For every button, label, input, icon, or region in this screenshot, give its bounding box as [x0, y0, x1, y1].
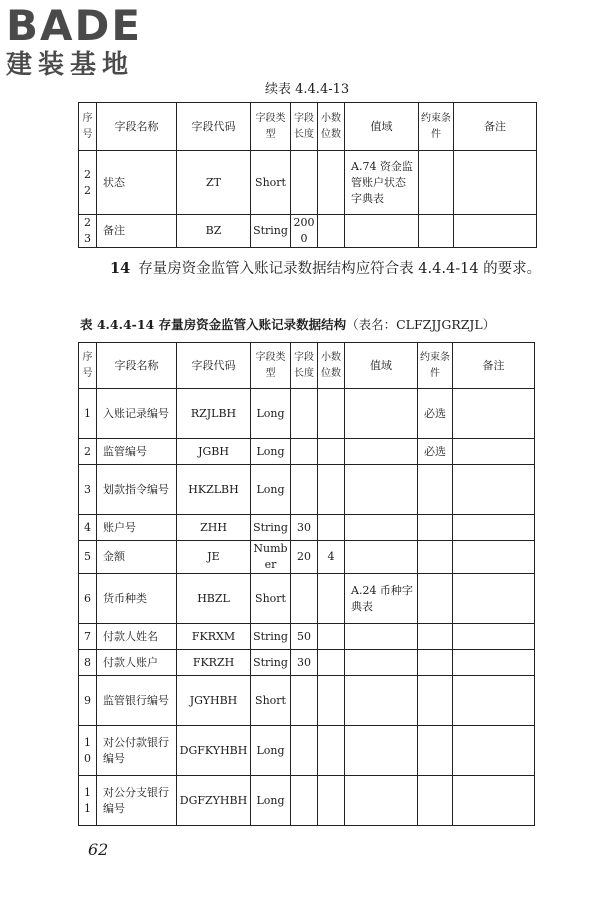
table-cell	[453, 541, 535, 574]
column-header: 小数位数	[318, 343, 345, 389]
column-header: 小数位数	[318, 103, 345, 151]
table-cell: 入账记录编号	[97, 389, 177, 439]
table-cell: 1	[79, 389, 97, 439]
table-cell	[318, 624, 345, 650]
table-cell: 付款人账户	[97, 650, 177, 676]
table-cell: 22	[79, 151, 97, 215]
table-cell: Long	[251, 776, 291, 826]
table-cell: 2	[79, 439, 97, 465]
table-cell	[345, 624, 418, 650]
table-cell	[345, 650, 418, 676]
table-4-4-4-14	[78, 342, 535, 826]
table-cell: 对公分支银行编号	[97, 776, 177, 826]
table-cell: Short	[251, 151, 291, 215]
table2-table-name: （表名：CLFZJJGRZJL）	[346, 317, 496, 332]
table-cell: 20	[291, 541, 318, 574]
table-cell: Short	[251, 574, 291, 624]
table-cell: Long	[251, 389, 291, 439]
table-cell	[453, 650, 535, 676]
table-cell	[318, 389, 345, 439]
table-row	[79, 676, 535, 726]
table-row	[79, 465, 535, 515]
table-cell	[291, 676, 318, 726]
table2-title: 表 4.4.4-14 存量房资金监管入账记录数据结构	[80, 317, 347, 332]
table-cell: ZHH	[177, 515, 251, 541]
table-cell	[453, 389, 535, 439]
brand-logo	[6, 1, 176, 80]
table-cell	[345, 215, 419, 248]
clause-text: 存量房资金监管入账记录数据结构应符合表 4.4.4-14 的要求。	[138, 261, 542, 277]
table-cell: A.74 资金监管账户状态字典表	[345, 151, 419, 215]
table-row	[79, 776, 535, 826]
table-cell	[345, 776, 418, 826]
table-cell: 监管银行编号	[97, 676, 177, 726]
table-cell: DGFKYHBH	[177, 726, 251, 776]
column-header: 字段长度	[291, 103, 318, 151]
table-cell	[291, 151, 318, 215]
table-4-4-4-13-continued	[78, 102, 537, 248]
table-row	[79, 215, 537, 248]
table-cell: JGYHBH	[177, 676, 251, 726]
table-cell: 50	[291, 624, 318, 650]
table-cell: 30	[291, 515, 318, 541]
table-cell	[453, 676, 535, 726]
column-header: 约束条件	[419, 103, 454, 151]
table-cell	[345, 541, 418, 574]
clause-14	[82, 255, 542, 283]
table-row	[79, 515, 535, 541]
table-cell	[419, 151, 454, 215]
header-row	[79, 343, 535, 389]
table-cell	[418, 726, 453, 776]
table-cell	[318, 650, 345, 676]
table-cell: 付款人姓名	[97, 624, 177, 650]
table-cell: String	[251, 215, 291, 248]
table-row	[79, 151, 537, 215]
table-cell: HKZLBH	[177, 465, 251, 515]
table-cell: 23	[79, 215, 97, 248]
table-cell	[318, 776, 345, 826]
table-cell: BZ	[177, 215, 251, 248]
table-cell	[345, 726, 418, 776]
table-cell	[453, 465, 535, 515]
table-cell	[454, 151, 537, 215]
table-cell	[345, 439, 418, 465]
table-cell: 对公付款银行编号	[97, 726, 177, 776]
table-cell: Long	[251, 726, 291, 776]
table-cell: 3	[79, 465, 97, 515]
table-cell	[453, 776, 535, 826]
table-row	[79, 541, 535, 574]
table2-caption	[80, 315, 495, 333]
table-cell: 10	[79, 726, 97, 776]
table-cell	[453, 726, 535, 776]
table-cell	[291, 776, 318, 826]
table-cell: String	[251, 515, 291, 541]
table-cell	[345, 676, 418, 726]
column-header: 值域	[345, 343, 418, 389]
table-cell	[318, 515, 345, 541]
column-header: 字段名称	[97, 343, 177, 389]
table-cell: 4	[318, 541, 345, 574]
table-cell: FKRZH	[177, 650, 251, 676]
column-header: 字段名称	[97, 103, 177, 151]
column-header: 约束条件	[418, 343, 453, 389]
table-cell	[345, 465, 418, 515]
table-cell: 5	[79, 541, 97, 574]
table-row	[79, 650, 535, 676]
table-cell: 9	[79, 676, 97, 726]
table-cell: 30	[291, 650, 318, 676]
table-cell	[454, 215, 537, 248]
table-row	[79, 389, 535, 439]
table-cell: JGBH	[177, 439, 251, 465]
table-cell	[345, 389, 418, 439]
column-header: 值域	[345, 103, 419, 151]
table-row	[79, 439, 535, 465]
clause-number: 14	[110, 260, 131, 277]
column-header: 字段长度	[291, 343, 318, 389]
column-header: 备注	[453, 343, 535, 389]
table-cell	[418, 676, 453, 726]
table-cell	[291, 726, 318, 776]
table-cell	[291, 574, 318, 624]
column-header: 字段类型	[251, 103, 291, 151]
table-cell	[318, 726, 345, 776]
table-cell	[318, 151, 345, 215]
table-cell	[318, 676, 345, 726]
table-cell: 4	[79, 515, 97, 541]
table-cell	[453, 624, 535, 650]
table-cell	[419, 215, 454, 248]
table-cell: Short	[251, 676, 291, 726]
table-cell	[453, 574, 535, 624]
table-cell: RZJLBH	[177, 389, 251, 439]
table-cell: 账户号	[97, 515, 177, 541]
table-row	[79, 726, 535, 776]
column-header: 字段类型	[251, 343, 291, 389]
table-cell: ZT	[177, 151, 251, 215]
table-cell	[291, 389, 318, 439]
table-cell: 6	[79, 574, 97, 624]
table-cell	[418, 465, 453, 515]
table-cell	[418, 776, 453, 826]
table-cell	[345, 515, 418, 541]
table-cell: A.24 币种字典表	[345, 574, 418, 624]
brand-wordmark: BADE	[6, 1, 143, 50]
table-cell: 划款指令编号	[97, 465, 177, 515]
header-row	[79, 103, 537, 151]
table-cell	[453, 439, 535, 465]
brand-subtitle: 建装基地	[6, 50, 135, 80]
table-cell: 备注	[97, 215, 177, 248]
table-row	[79, 624, 535, 650]
table-cell: Number	[251, 541, 291, 574]
table-cell: 8	[79, 650, 97, 676]
table-cell: String	[251, 624, 291, 650]
table-cell: 必选	[418, 439, 453, 465]
table-cell	[318, 215, 345, 248]
table-cell: JE	[177, 541, 251, 574]
table-cell: 11	[79, 776, 97, 826]
table-cell	[418, 624, 453, 650]
page-number: 62	[88, 840, 109, 859]
column-header: 备注	[454, 103, 537, 151]
table-cell: 监管编号	[97, 439, 177, 465]
table-cell	[318, 465, 345, 515]
table-cell: 2000	[291, 215, 318, 248]
table1-caption: 续表 4.4.4-13	[265, 82, 350, 97]
table-cell	[453, 515, 535, 541]
table-cell: Long	[251, 439, 291, 465]
table-cell	[418, 515, 453, 541]
table-cell: 金额	[97, 541, 177, 574]
column-header: 序号	[79, 103, 97, 151]
table-cell: HBZL	[177, 574, 251, 624]
table-cell	[318, 574, 345, 624]
table-cell: 7	[79, 624, 97, 650]
table-cell: FKRXM	[177, 624, 251, 650]
table-cell: DGFZYHBH	[177, 776, 251, 826]
table-cell	[418, 541, 453, 574]
table-cell: 状态	[97, 151, 177, 215]
table-cell: String	[251, 650, 291, 676]
table-cell: Long	[251, 465, 291, 515]
column-header: 序号	[79, 343, 97, 389]
table-cell	[318, 439, 345, 465]
column-header: 字段代码	[177, 103, 251, 151]
column-header: 字段代码	[177, 343, 251, 389]
table-cell	[291, 465, 318, 515]
table-cell	[291, 439, 318, 465]
table-cell: 货币种类	[97, 574, 177, 624]
table-cell	[418, 650, 453, 676]
table-cell	[418, 574, 453, 624]
table-row	[79, 574, 535, 624]
table-cell: 必选	[418, 389, 453, 439]
